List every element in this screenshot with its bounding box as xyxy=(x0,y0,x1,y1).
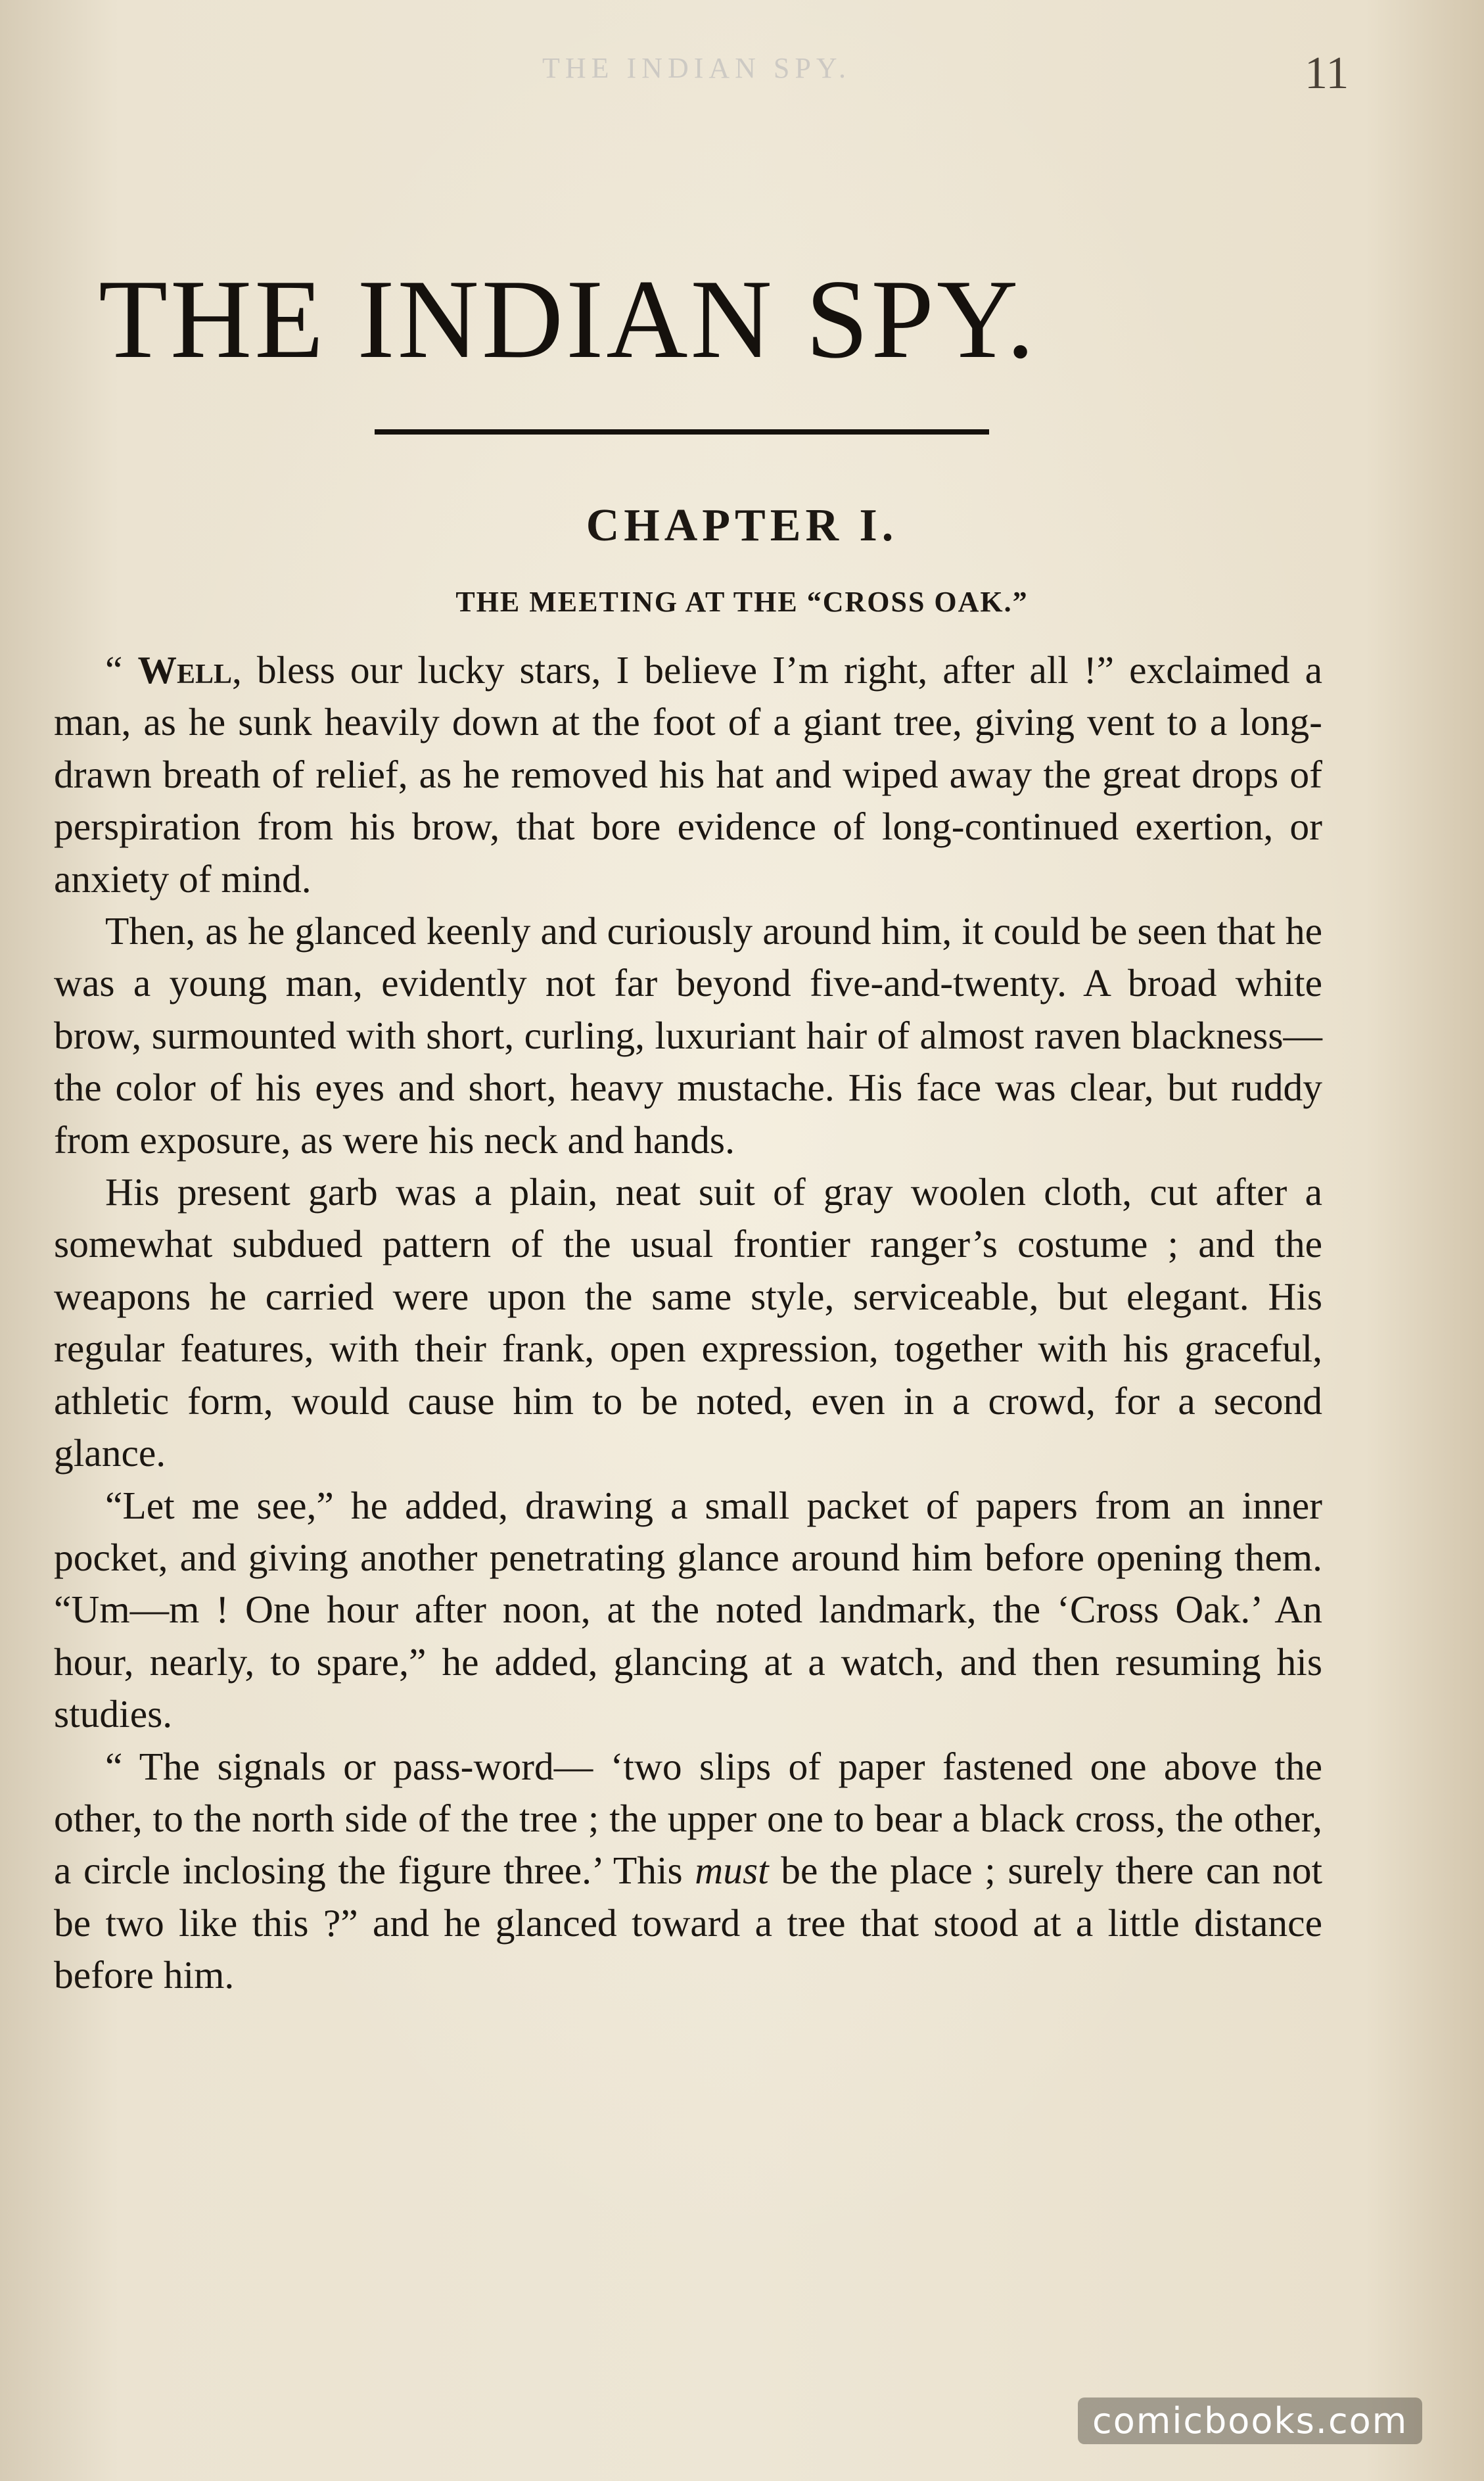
paragraph-text: “Let me see,” he added, drawing a small packet of papers from an inner pocket, and giving another penetrating glance around him before opening them. “Um—m ! One hour after noon, at the noted landmark, the ‘Cross Oak.’ An hour, nearly, to spare,” he added, glancing at a watch, and then resuming his studies. xyxy=(54,1483,1322,1736)
bleed-through-running-header: THE INDIAN SPY. xyxy=(542,52,851,84)
emphasized-word: must xyxy=(695,1849,769,1893)
paragraph-text: “ The signals or pass-word— ‘two slips of paper fastened one above the other, to the north side of the tree ; the upper one to bear a black cross, the other, a circle inclosing the figure three.’ This xyxy=(54,1744,1322,1893)
chapter-body xyxy=(54,644,1322,2002)
paragraph xyxy=(54,644,1322,905)
paragraph-text: His present garb was a plain, neat suit of gray woolen cloth, cut after a somewhat subdued pattern of the usual frontier ranger’s costume ; and the weapons he carried were upon the same style, serviceable, but elegant. His regular features, with their frank, open expression, together with his graceful, athletic form, would cause him to be noted, even in a crowd, for a second glance. xyxy=(54,1170,1322,1475)
paragraph xyxy=(54,1741,1322,2002)
paragraph xyxy=(54,1166,1322,1479)
opening-word: Well xyxy=(137,648,232,692)
chapter-heading: CHAPTER I. xyxy=(586,500,898,551)
site-watermark: comicbooks.com xyxy=(1078,2398,1422,2444)
paragraph xyxy=(54,1480,1322,1741)
title-rule xyxy=(375,429,989,435)
chapter-subtitle: THE MEETING AT THE “CROSS OAK.” xyxy=(455,586,1029,618)
paragraph-text: be the place ; surely there can not be two like this ?” and he glanced toward a tree that stood at a little distance before him. xyxy=(54,1849,1322,1997)
paragraph-text: Then, as he glanced keenly and curiously around him, it could be seen that he was a young man, evidently not far beyond five-and-twenty. A broad white brow, surmounted with short, curling, luxuriant hair of almost raven blackness—the color of his eyes and short, heavy mustache. His face was clear, but ruddy from exposure, as were his neck and hands. xyxy=(54,909,1322,1162)
book-title: THE INDIAN SPY. xyxy=(99,257,1038,382)
paragraph-text: , bless our lucky stars, I believe I’m right, after all !” exclaimed a man, as he sunk heavily down at the foot of a giant tree, giving vent to a long-drawn breath of relief, as he removed his hat and wiped away the great drops of perspiration from his brow, that bore evidence of long-continued exertion, or anxiety of mind. xyxy=(54,648,1322,901)
page-number: 11 xyxy=(1305,48,1349,99)
opening-quote: “ xyxy=(105,648,138,692)
paragraph xyxy=(54,905,1322,1166)
